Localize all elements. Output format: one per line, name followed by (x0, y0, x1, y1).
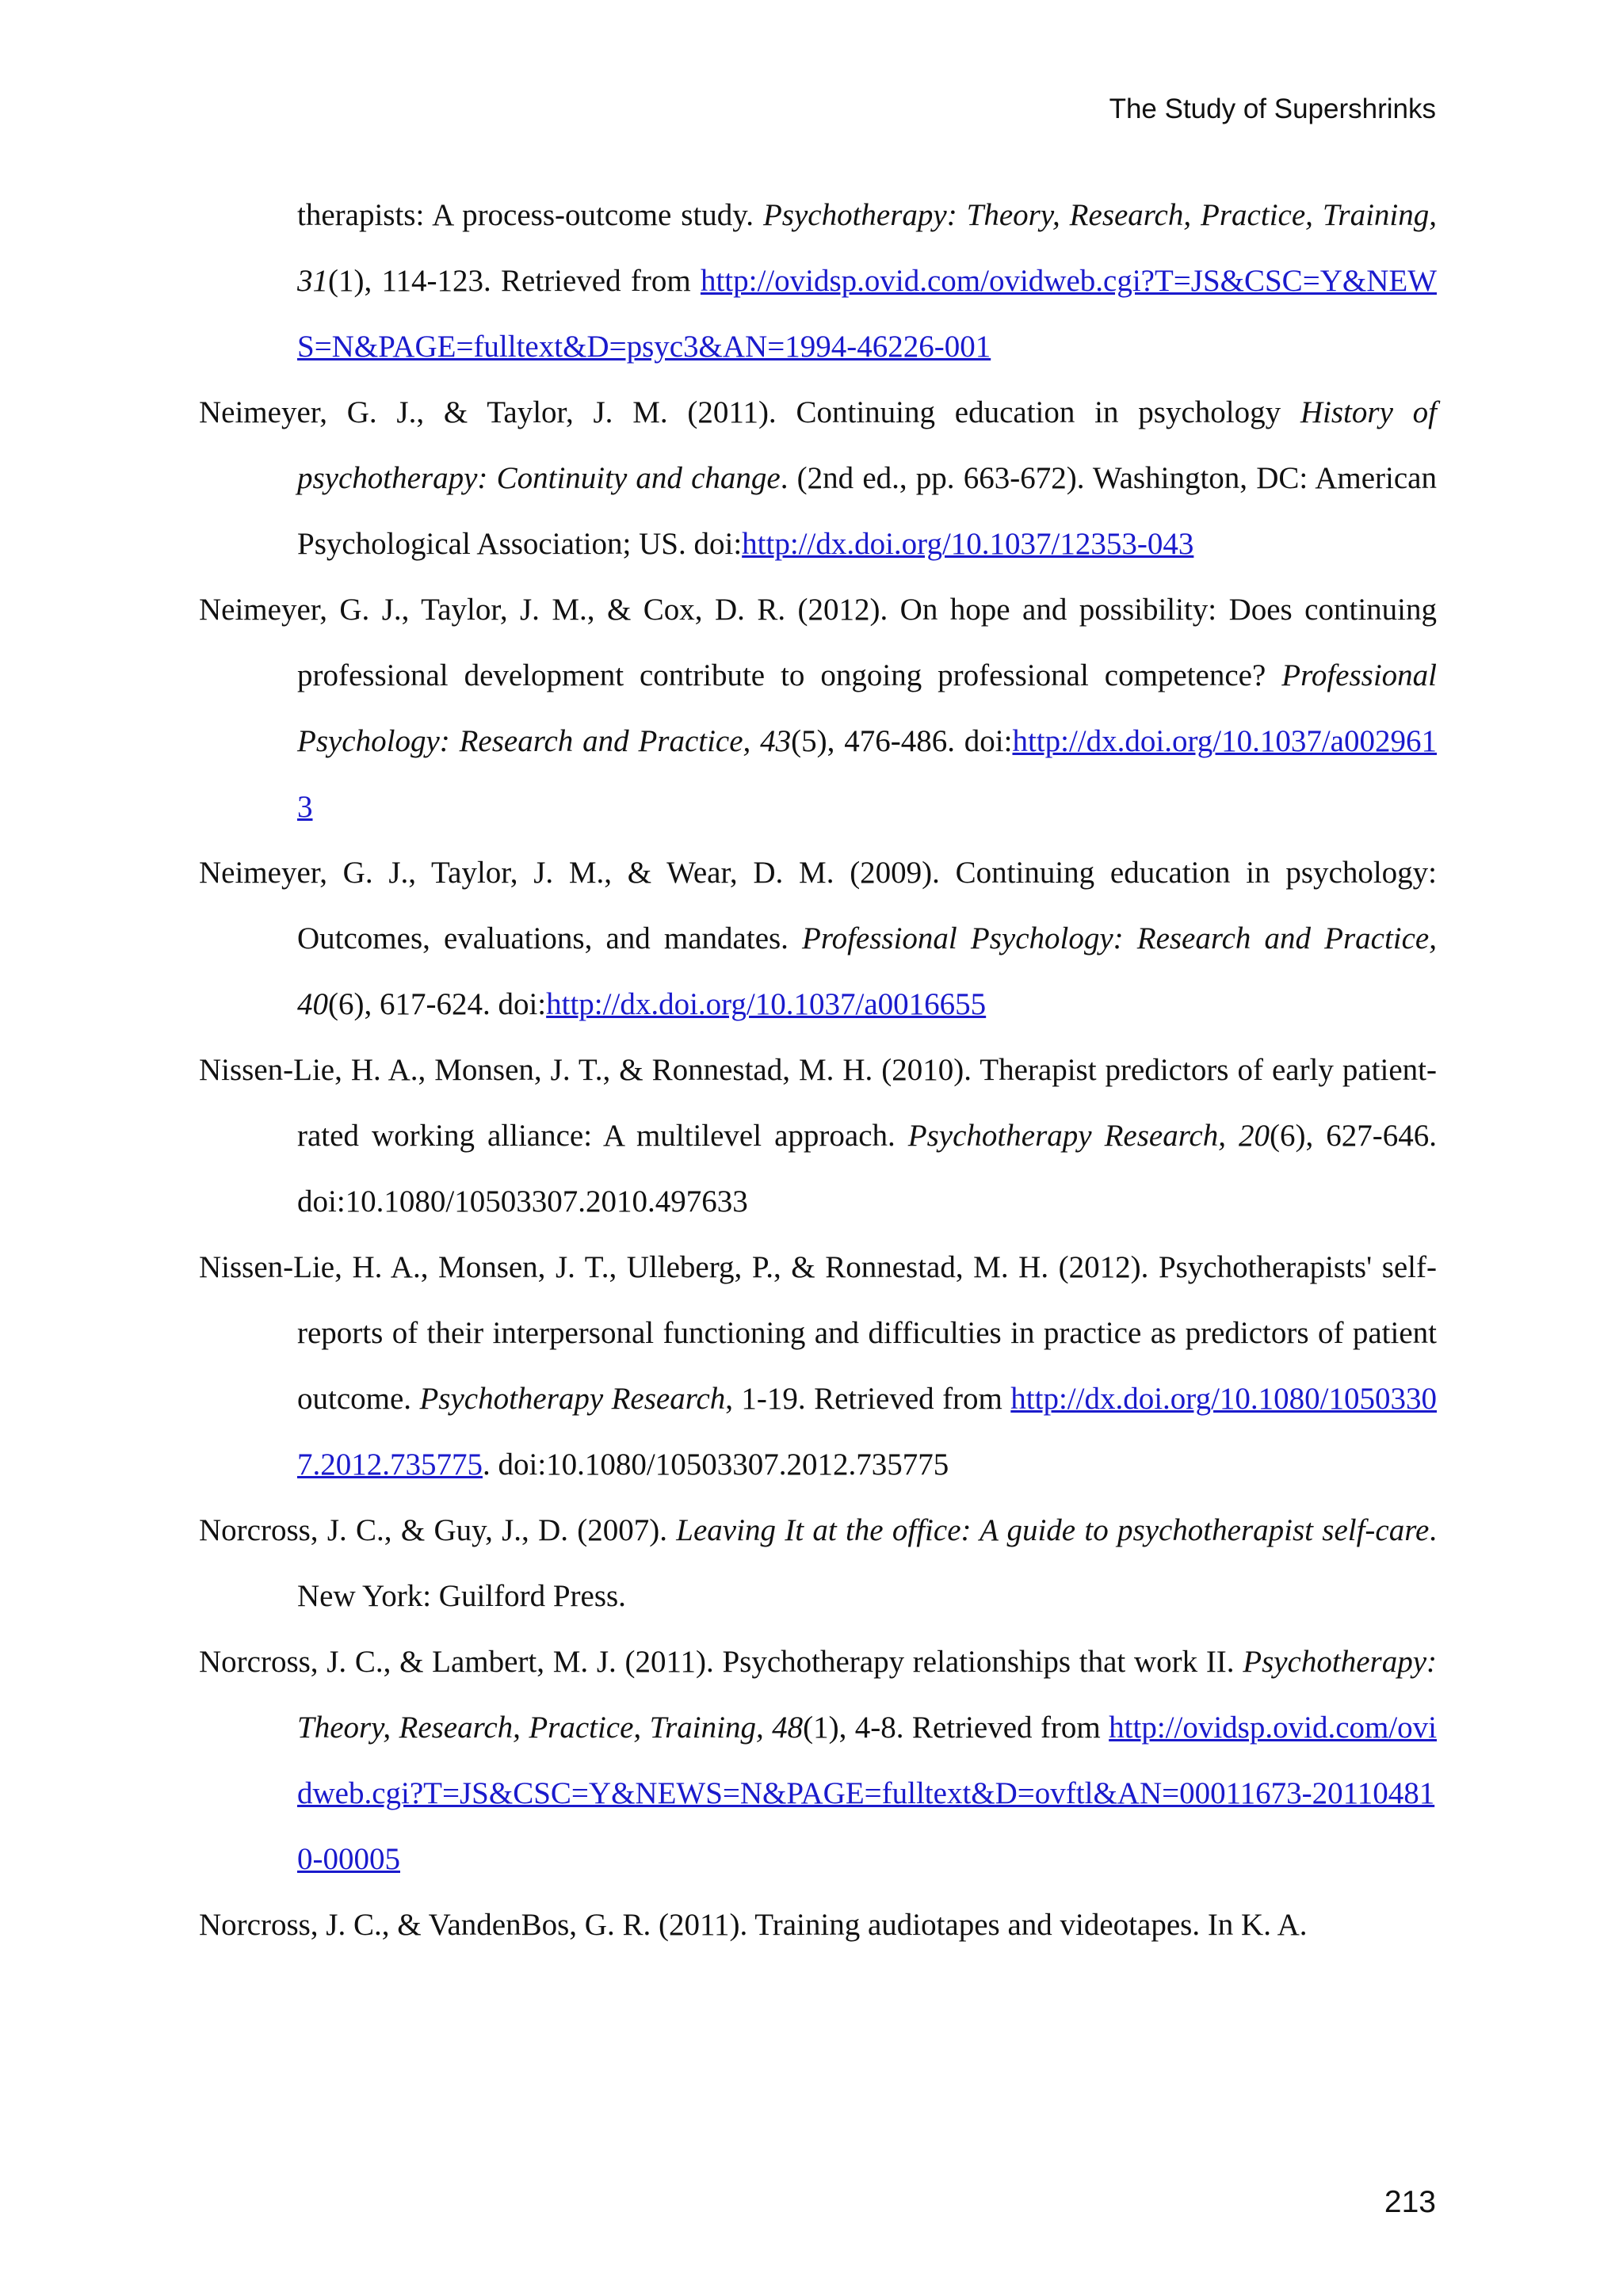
ref-authors-title: Norcross, J. C., & Lambert, M. J. (2011). Psychotherapy relationships that work II. (199, 1645, 1243, 1679)
reference-entry (199, 1234, 1437, 1497)
ref-journal: Psychotherapy Research, 20 (907, 1119, 1270, 1153)
reference-entry (199, 1629, 1437, 1892)
reference-list (199, 182, 1437, 1958)
reference-entry (199, 1037, 1437, 1234)
ref-journal: Psychotherapy Research (419, 1382, 726, 1416)
reference-entry (199, 577, 1437, 840)
reference-entry (199, 182, 1437, 379)
ref-authors-title: Norcross, J. C., & Guy, J., D. (2007). (199, 1513, 677, 1547)
ref-authors-title: Neimeyer, G. J., & Taylor, J. M. (2011). Continuing education in psychology (199, 395, 1300, 429)
ref-link[interactable]: http://dx.doi.org/10.1080/10503307.2012.735775 (297, 1382, 1438, 1482)
page-number: 213 (1384, 2185, 1436, 2219)
reference-entry (199, 1497, 1437, 1629)
ref-details: (1), 4-8. Retrieved from (803, 1711, 1109, 1745)
ref-authors-title: Nissen-Lie, H. A., Monsen, J. T., & Ronnestad, M. H. (2010). Therapist predictors of early patient-rated working alliance: A multilevel approach. (199, 1053, 1437, 1153)
ref-journal: Leaving It at the office: A guide to psychotherapist self-care (676, 1513, 1430, 1547)
ref-details: (6), 627-646. doi:10.1080/10503307.2010.497633 (297, 1119, 1437, 1219)
ref-authors-title: therapists: A process-outcome study. (297, 198, 763, 232)
ref-authors-title: Norcross, J. C., & VandenBos, G. R. (2011). Training audiotapes and videotapes. In K. A. (199, 1908, 1308, 1942)
ref-link[interactable]: http://ovidsp.ovid.com/ovidweb.cgi?T=JS&CSC=Y&NEWS=N&PAGE=fulltext&D=ovftl&AN=00011673-201104810-00005 (297, 1711, 1438, 1876)
ref-journal: Professional Psychology: Research and Practice, 43 (297, 658, 1437, 758)
ref-details: . New York: Guilford Press. (297, 1513, 1438, 1613)
running-head: The Study of Supershrinks (1109, 93, 1436, 124)
ref-tail: . doi:10.1080/10503307.2012.735775 (483, 1447, 949, 1482)
ref-link[interactable]: http://ovidsp.ovid.com/ovidweb.cgi?T=JS&CSC=Y&NEWS=N&PAGE=fulltext&D=psyc3&AN=1994-46226-001 (297, 264, 1437, 364)
ref-journal: Psychotherapy: Theory, Research, Practice, Training, 31 (297, 198, 1437, 298)
reference-entry (199, 1892, 1437, 1958)
ref-details: (5), 476-486. doi: (791, 724, 1013, 758)
ref-details: (6), 617-624. doi: (328, 987, 547, 1021)
ref-authors-title: Neimeyer, G. J., Taylor, J. M., & Cox, D. R. (2012). On hope and possibility: Does continuing professional development contribute to ongoing professional competence? (199, 593, 1437, 692)
reference-entry (199, 379, 1437, 577)
ref-authors-title: Nissen-Lie, H. A., Monsen, J. T., Ulleberg, P., & Ronnestad, M. H. (2012). Psychotherapists' self-reports of their interpersonal functioning and difficulties in practice as predictors of patient outcome. (199, 1250, 1437, 1416)
ref-authors-title: Neimeyer, G. J., Taylor, J. M., & Wear, D. M. (2009). Continuing education in psychology: Outcomes, evaluations, and mandates. (199, 856, 1437, 955)
ref-details: . (2nd ed., pp. 663-672). Washington, DC: American Psychological Association; US. doi: (297, 461, 1437, 561)
ref-link[interactable]: http://dx.doi.org/10.1037/a0016655 (546, 987, 987, 1021)
ref-journal: Professional Psychology: Research and Practice, 40 (297, 921, 1437, 1021)
ref-journal: Psychotherapy: Theory, Research, Practice, Training, 48 (297, 1645, 1437, 1745)
reference-entry (199, 840, 1437, 1037)
ref-journal: History of psychotherapy: Continuity and change (297, 395, 1437, 495)
ref-details: , 1-19. Retrieved from (725, 1382, 1011, 1416)
ref-details: (1), 114-123. Retrieved from (328, 264, 701, 298)
ref-link[interactable]: http://dx.doi.org/10.1037/a0029613 (297, 724, 1437, 824)
ref-link[interactable]: http://dx.doi.org/10.1037/12353-043 (742, 527, 1194, 561)
